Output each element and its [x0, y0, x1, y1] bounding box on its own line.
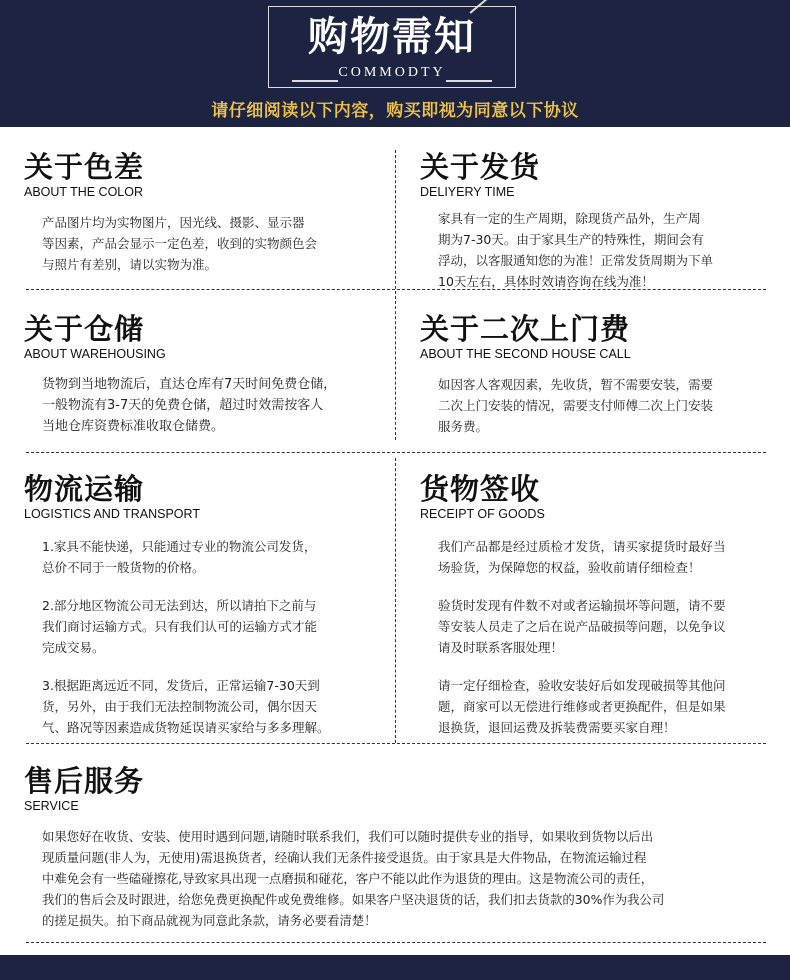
- paragraph: 如因客人客观因素，先收货，暂不需要安装，需要 二次上门安装的情况，需要支付师傅二次上门安装 服务费。: [438, 377, 714, 434]
- section-subtitle: RECEIPT OF GOODS: [420, 507, 545, 521]
- divider-vertical-2: [395, 458, 396, 743]
- footer-band: [0, 955, 790, 980]
- paragraph: 货物到当地物流后，直达仓库有7天时间免费仓储， 一般物流有3-7天的免费仓储，超过时效需按客人 当地仓库资费标准收取仓储费。: [42, 377, 337, 434]
- section-body: [438, 374, 780, 437]
- section-body: [42, 212, 384, 275]
- title-deco-line-right: [446, 80, 492, 82]
- section-subtitle: ABOUT THE SECOND HOUSE CALL: [420, 347, 631, 361]
- paragraph: 家具有一定的生产周期，除现货产品外，生产周 期为7-30天。由于家具生产的特殊性，期间会有 浮动，以客服通知您的为准！正常发货周期为下单 10天左右，具体时效请咨询在线为准！: [438, 211, 714, 289]
- purchase-notice: 请仔细阅读以下内容，购买即视为同意以下协议: [211, 101, 579, 121]
- section-color: [24, 150, 384, 275]
- divider-row-2: [26, 452, 766, 453]
- title-frame: [268, 6, 516, 88]
- section-body: [42, 826, 774, 931]
- section-subtitle: ABOUT WAREHOUSING: [24, 347, 166, 361]
- paragraph: 产品图片均为实物图片，因光线、摄影、显示器 等因素，产品会显示一定色差，收到的实物颜色会 与照片有差别，请以实物为准。: [42, 215, 318, 272]
- section-title: 物流运输: [24, 472, 145, 506]
- section-subtitle: LOGISTICS AND TRANSPORT: [24, 507, 200, 521]
- title-deco-line-left: [292, 80, 338, 82]
- section-house-call: [420, 312, 780, 437]
- section-subtitle: ABOUT THE COLOR: [24, 185, 144, 199]
- section-delivery: [420, 150, 780, 292]
- section-title: 关于发货: [420, 150, 541, 184]
- page-subtitle: COMMODTY: [338, 65, 446, 80]
- divider-bottom: [26, 942, 766, 943]
- paragraph: 如果您好在收货、安装、使用时遇到问题,请随时联系我们，我们可以随时提供专业的指导，如果收到货物以后出 现质量问题(非人为，无使用)需退换货者，经确认我们无条件接受退货。由于家具是大件物品，在物流运输过程 中难免会有一些磕碰擦花,导致家具出现一点磨损和碰花，客户不能以此作为退货的理由。这是物流公司的责任， 我们的售后会及时跟进，给您免费更换配件或免费维修。如果客户坚决退货的话，我们扣去货款的30%作为我公司 的搓足损失。拍下商品就视为同意此条款，请务必要看清楚！: [42, 829, 665, 928]
- section-title: 售后服务: [24, 764, 145, 798]
- divider-row-1: [26, 289, 766, 290]
- section-title: 关于色差: [24, 150, 145, 184]
- section-body: [42, 374, 394, 437]
- section-service: [24, 764, 774, 931]
- section-body: [42, 536, 384, 738]
- paragraph: 2.部分地区物流公司无法到达，所以请拍下之前与 我们商讨运输方式。只有我们认可的运输方式才能 完成交易。: [42, 598, 318, 655]
- paragraph: 验货时发现有件数不对或者运输损坏等问题，请不要 等安装人员走了之后在说产品破损等问题，以免争议 请及时联系客服处理！: [438, 598, 726, 655]
- section-warehousing: [24, 312, 394, 437]
- page-title: 购物需知: [308, 13, 476, 60]
- section-title: 关于二次上门费: [420, 312, 631, 346]
- section-subtitle: DELIYERY TIME: [420, 185, 515, 199]
- header-banner: [0, 0, 790, 127]
- paragraph: 请一定仔细检查，验收安装好后如发现破损等其他问 题，商家可以无偿进行维修或者更换配件，但是如果 退换货，退回运费及拆装费需要买家自理！: [438, 678, 726, 735]
- section-body: [438, 208, 780, 292]
- divider-row-3: [26, 743, 766, 744]
- paragraph: 我们产品都是经过质检才发货，请买家提货时最好当 场验货，为保障您的权益，验收前请仔细检查！: [438, 539, 726, 575]
- section-subtitle: SERVICE: [24, 799, 79, 813]
- section-title: 货物签收: [420, 472, 541, 506]
- section-title: 关于仓储: [24, 312, 145, 346]
- section-receipt: [420, 472, 780, 738]
- divider-vertical-1: [395, 150, 396, 440]
- paragraph: 3.根据距离远近不同，发货后，正常运输7-30天到 货，另外，由于我们无法控制物流公司，偶尔因天 气、路况等因素造成货物延误请买家给与多多理解。: [42, 678, 330, 735]
- section-body: [438, 536, 780, 738]
- section-logistics: [24, 472, 384, 738]
- paragraph: 1.家具不能快递，只能通过专业的物流公司发货， 总价不同于一般货物的价格。: [42, 539, 317, 575]
